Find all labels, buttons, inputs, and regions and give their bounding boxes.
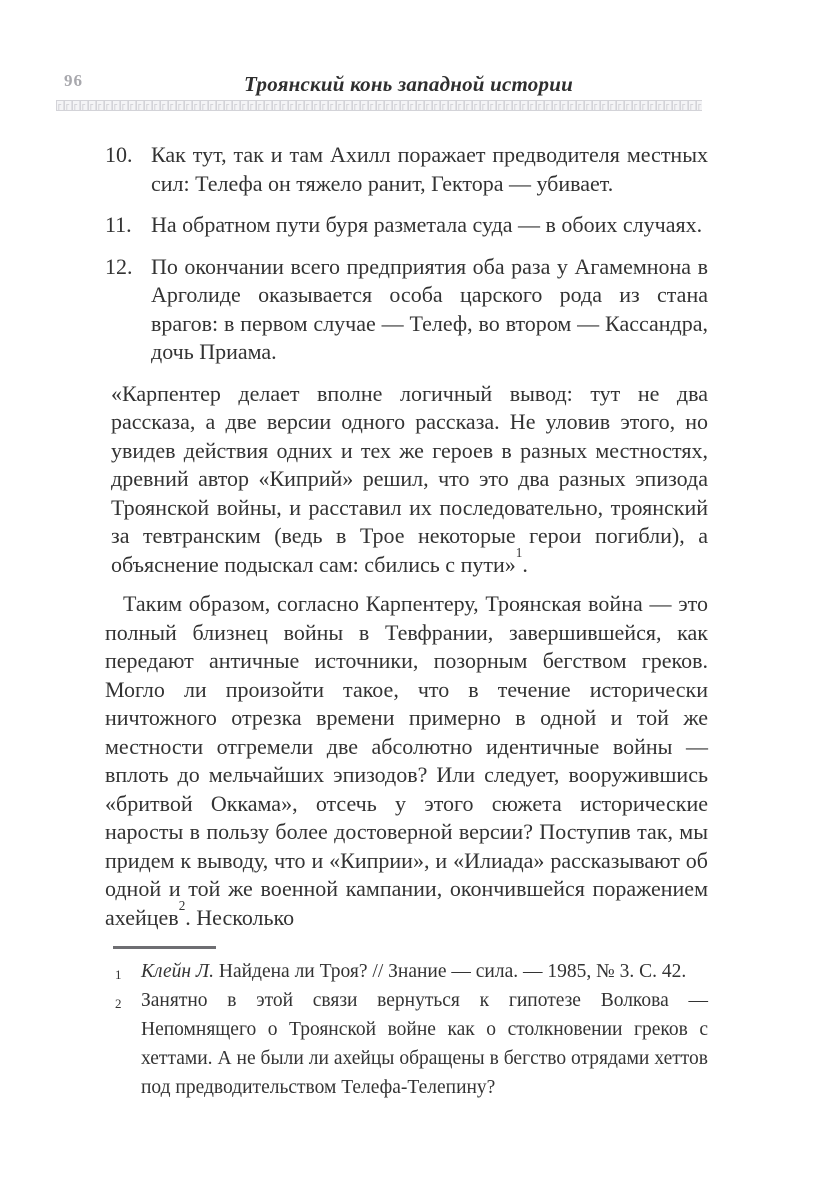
footnote-author: Клейн Л. bbox=[141, 961, 214, 982]
body-paragraph bbox=[105, 590, 708, 932]
footnote-marker: 2 bbox=[115, 996, 122, 1011]
quote-paragraph bbox=[111, 380, 708, 580]
greek-key-ornament bbox=[56, 100, 702, 111]
list-item-text: По окончании всего предприятия оба раза у Агамемнона в Арголиде оказывается особа царского рода из стана врагов: в первом случае — Телеф, во втором — Кассандра, дочь Приама. bbox=[151, 253, 708, 364]
footnote-text: Найдена ли Троя? // Знание — сила. — 1985, № 3. С. 42. bbox=[218, 961, 687, 982]
greek-key-icon bbox=[56, 100, 702, 111]
footnote-2 bbox=[111, 986, 708, 1102]
list-item-text: На обратном пути буря разметала суда — в обоих случаях. bbox=[151, 212, 703, 237]
list-item-10 bbox=[105, 141, 708, 198]
quote-text-after-ref: . bbox=[522, 551, 528, 577]
paragraph-text: Таким образом, согласно Карпентеру, Троянская война — это полный близнец войны в Тевфрании, завершившейся, как передают античные источники, позорным бегством греков. Могло ли произойти такое, что в течение исторически ничтожного отрезка времени примерно в одной и той же местности отгремели две абсолютно идентичные войны — вплоть до мельчайших эпизодов? Или следует, вооружившись «бритвой Оккама», отсечь у этого сюжета исторические наросты в пользу более достоверной версии? Поступив так, мы придем к выводу, что и «Киприи», и «Илиада» рассказывают об одной и той же военной кампании, окончившейся поражением ахейцев bbox=[105, 591, 708, 930]
footnote-reference-2: 2 bbox=[178, 897, 186, 913]
footnote-separator-rule bbox=[113, 946, 216, 949]
footnote-reference-1: 1 bbox=[515, 544, 523, 560]
paragraph-text-after-ref: . Несколько bbox=[185, 904, 295, 930]
footnote-marker: 1 bbox=[115, 967, 122, 982]
list-item-number: 12. bbox=[105, 253, 133, 279]
page-content bbox=[105, 141, 708, 1102]
list-item-number: 10. bbox=[105, 142, 133, 167]
footnote-1 bbox=[111, 957, 708, 986]
footnotes-section bbox=[111, 946, 708, 1102]
footnote-text: Занятно в этой связи вернуться к гипотезе Волкова — Непомнящего о Троянской войне как о столкновении греков с хеттами. А не были ли ахейцы обращены в бегство отрядами хеттов под предводительством Телефа-Телепину? bbox=[141, 990, 708, 1098]
list-item-number: 11. bbox=[105, 212, 132, 237]
list-item-11 bbox=[105, 211, 708, 240]
page-number: 96 bbox=[64, 71, 83, 90]
quote-text: «Карпентер делает вполне логичный вывод: тут не два рассказа, а две версии одного рассказа. Не уловив этого, но увидев действия одних и тех же героев в разных местностях, древний автор «Киприй» решил, что это два разных эпизода Троянской войны, и расставил их последовательно, троянский за тевтранским (ведь в Трое некоторые герои погибли), а объяснение подыскал сам: сбились с пути» bbox=[111, 380, 708, 577]
list-item-text: Как тут, так и там Ахилл поражает предводителя местных сил: Телефа он тяжело ранит, Гектора — убивает. bbox=[151, 142, 708, 196]
list-item-12 bbox=[105, 253, 708, 367]
running-title: Троянский конь западной истории bbox=[244, 72, 573, 96]
